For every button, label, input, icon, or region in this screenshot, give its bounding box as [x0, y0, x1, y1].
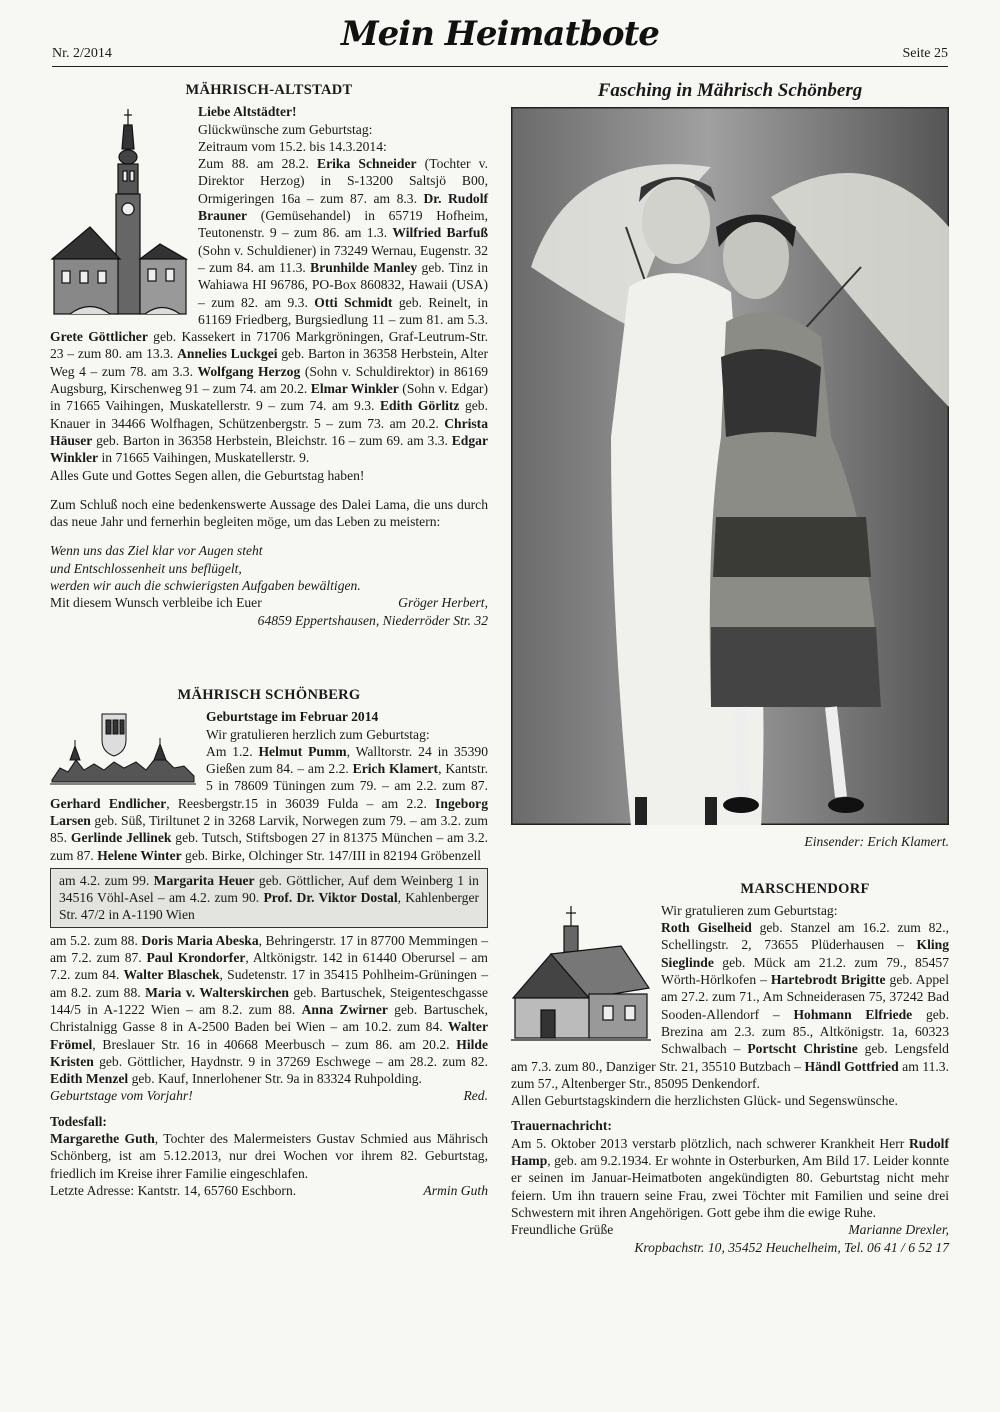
- chapel-illustration: [511, 906, 651, 1050]
- altstadt-greeting: Liebe Altstädter!: [198, 104, 297, 120]
- signature-name: Gröger Herbert,: [398, 595, 488, 611]
- wish-text: Mit diesem Wunsch verbleibe ich Euer: [50, 595, 262, 611]
- highlight-box: am 4.2. zum 99. Margarita Heuer geb. Göttlicher, Auf dem Weinberg 1 in 34516 Vöhl-Asel – am 4.2. zum 90. Prof. Dr. Viktor Dostal, Kahlenberger Str. 47/2 in A-1190 Wien: [50, 868, 488, 928]
- quote-line-2: und Entschlossenheit uns beflügelt,: [50, 560, 242, 576]
- schoenberg-subtitle: Geburtstage im Februar 2014: [206, 709, 379, 725]
- todesfall-address: Letzte Adresse: Kantstr. 14, 65760 Eschborn.: [50, 1182, 297, 1198]
- trauer-signature-name: Marianne Drexler,: [848, 1222, 949, 1238]
- photo-title: Fasching in Mährisch Schönberg: [597, 80, 863, 101]
- red-signature: Red.: [463, 1088, 488, 1104]
- quote-line-1: Wenn uns das Ziel klar vor Augen steht: [50, 543, 263, 559]
- marschendorf-wishes: Allen Geburtstagskindern die herzlichsten Glück- und Segenswünsche.: [511, 1093, 898, 1109]
- left-column: [50, 78, 488, 1199]
- photo-caption: Einsender: Erich Klamert.: [804, 834, 949, 850]
- issue-number: Nr. 2/2014: [52, 46, 112, 61]
- marschendorf-list: Roth Giselheid geb. Stanzel am 16.2. zum 82., Schellingstr. 2, 73655 Plüderhausen – Kling Sieglinde geb. Mück am 21.2. zum 79., 85457 Wörth-Hörlkofen – Hartebrodt Brigitte geb. Appel am 27.2. zum 71., Am Schneiderasen 75, 37242 Bad Sooden-Allendorf – Hohmann Elfriede geb. Brezina am 2.3. zum 85., Altkönigstr. 1a, 60323 Schwalbach – Portscht Christine geb. Lengsfeld am 7.3. zum 80., Danziger Str. 21, 35510 Butzbach – Händl Gottfried am 11.3. zum 57., Altenberger Str., 85095 Denkendorf.: [511, 920, 949, 1091]
- marschendorf-title: MARSCHENDORF: [740, 880, 870, 897]
- signature-address: 64859 Eppertshausen, Niederröder Str. 32: [257, 612, 488, 628]
- header-rule: [52, 66, 948, 67]
- schoenberg-list-1: Am 1.2. Helmut Pumm, Walltorstr. 24 in 35390 Gießen zum 84. – am 2.2. Erich Klamert, Kantstr. 5 in 78609 Tüningen zum 79. – am 2.2. zum 87. Gerhard Endlicher, Reesbergstr.15 in 36039 Fulda – am 2.2. Ingeborg Larsen geb. Süß, Tiriltunet 2 in 3268 Larvik, Norwegen zum 79. – am 3.2. zum 85. Gerlinde Jellinek geb. Tutsch, Stiftsbogen 27 in 81375 München – am 3.2. zum 87. Helene Winter geb. Birke, Olchinger Str. 147/III in 82194 Gröbenzell: [50, 743, 489, 863]
- trauer-signature-row: [511, 1221, 949, 1238]
- trauer-greeting: Freundliche Grüße: [511, 1222, 614, 1238]
- fasching-photo: [511, 107, 949, 825]
- schoenberg-intro: Wir gratulieren herzlich zum Geburtstag:: [206, 726, 430, 742]
- todesfall-text: Margarethe Guth, Tochter des Malermeisters Gustav Schmied aus Mährisch Schönberg, ist am 5.12.2013, nur drei Wochen vor ihrem 82. Geburtstag, friedlich im Kreise ihrer Familie eingeschlafen.: [50, 1131, 488, 1181]
- masthead-logo: Mein Heimatbote: [341, 14, 659, 54]
- page-number: Seite 25: [902, 46, 948, 61]
- trauer-text: Am 5. Oktober 2013 verstarb plötzlich, nach schwerer Krankheit Herr Rudolf Hamp, geb. am 9.2.1934. Er wohnte in Osterburken, Am Bild 17. Leider konnte er seinen im Januar-Heimatboten angekündigten 80. Geburtstag nicht mehr feiern. Um ihn trauern seine Frau, zwei Töchter mit Familien und seine drei Schwestern mit ihren Angehörigen. Gott gebe ihm die ewige Ruhe.: [511, 1135, 949, 1220]
- altstadt-title: MÄHRISCH-ALTSTADT: [185, 82, 353, 98]
- altstadt-birthday-list: Zum 88. am 28.2. Erika Schneider (Tochter v. Direktor Herzog) in S-13200 Saltsjö B00, Ormigeringen 16a – zum 87. am 8.3. Dr. Rudolf Brauner (Gemüsehandel) in 65719 Hofheim, Teutonenstr. 9 – zum 86. am 1.3. Wilfried Barfuß (Sohn v. Schuldiener) in 73249 Wernau, Eugenstr. 32 – zum 84. am 11.3. Brunhilde Manley geb. Tinz in Wahiawa HI 96786, PO-Box 860832, Hawaii (USA) – zum 82. am 9.3. Otti Schmidt geb. Reinelt, in 61169 Friedberg, Burgsiedlung 11 – zum 81. am 5.3. Grete Göttlicher geb. Kassekert in 71706 Markgröningen, Graf-Leutrum-Str. 23 – zum 80. am 13.3. Annelies Luckgei geb. Barton in 36358 Herbstein, Alter Weg 4 – zum 78. am 3.3. Wolfgang Herzog (Sohn v. Schuldirektor) in 86169 Augsburg, Kirschenweg 91 – zum 74. am 20.2. Elmar Winkler (Sohn v. Edgar) in 71665 Vaihingen, Muskatellerstr. 9 – zum 74. am 9.3. Edith Görlitz geb. Knauer in 34466 Wolfhagen, Schützenbergstr. 5 – zum 73. am 20.2. Christa Häuser geb. Barton in 36358 Herbstein, Bleichstr. 16 – zum 69. am 3.3. Edgar Winkler in 71665 Vaihingen, Muskatellerstr. 9.: [50, 156, 489, 466]
- church-tower-illustration: [50, 109, 188, 323]
- trauer-title: Trauernachricht:: [511, 1118, 612, 1134]
- todesfall-signature: Armin Guth: [423, 1182, 488, 1198]
- right-column: [511, 78, 949, 1256]
- schoenberg-title: MÄHRISCH SCHÖNBERG: [177, 686, 361, 703]
- altstadt-intro-1: Glückwünsche zum Geburtstag:: [198, 121, 373, 137]
- altstadt-intro-2: Zeitraum vom 15.2. bis 14.3.2014:: [198, 138, 387, 154]
- quote-line-3: werden wir auch die schwierigsten Aufgaben bewältigen.: [50, 578, 361, 594]
- todesfall-title: Todesfall:: [50, 1113, 107, 1129]
- vorjahr-row: [50, 1087, 488, 1104]
- altstadt-signature-row: [50, 594, 488, 611]
- dalai-lama-intro: Zum Schluß noch eine bedenkenswerte Aussage des Dalei Lama, die uns durch das neue Jahr und fernerhin begleiten möge, um das Leben zu meistern:: [50, 496, 488, 530]
- trauer-signature-address: Kropbachstr. 10, 35452 Heuchelheim, Tel. 06 41 / 6 52 17: [634, 1239, 949, 1255]
- marschendorf-intro: Wir gratulieren zum Geburtstag:: [661, 902, 838, 918]
- vorjahr-note: Geburtstage vom Vorjahr!: [50, 1088, 193, 1104]
- schoenberg-list-2: am 5.2. zum 88. Doris Maria Abeska, Behringerstr. 17 in 87700 Memmingen – am 7.2. zum 87. Paul Krondorfer, Altkönigstr. 142 in 61440 Oberursel – am 7.2. zum 84. Walter Blaschek, Sudetenstr. 17 in 35415 Pohlheim-Grüningen – am 8.2. zum 88. Maria v. Walterskirchen geb. Bartuschek, Steigenteschgasse 144/5 in A-1222 Wien – am 8.2. zum 88. Anna Zwirner geb. Bartuschek, Christalnigg Gasse 8 in A-2500 Baden bei Wien – am 10.2. zum 84. Walter Frömel, Breslauer Str. 16 in 40668 Meerbusch – zum 86. am 20.2. Hilde Kristen geb. Göttlicher, Haydnstr. 9 in 37269 Eschwege – am 28.2. zum 82. Edith Menzel geb. Kauf, Innerlohener Str. 9a in 83324 Ruhpolding.: [50, 932, 488, 1087]
- town-skyline-illustration: [50, 710, 196, 792]
- todesfall-footer: [50, 1182, 488, 1199]
- altstadt-closing: Alles Gute und Gottes Segen allen, die Geburtstag haben!: [50, 467, 365, 483]
